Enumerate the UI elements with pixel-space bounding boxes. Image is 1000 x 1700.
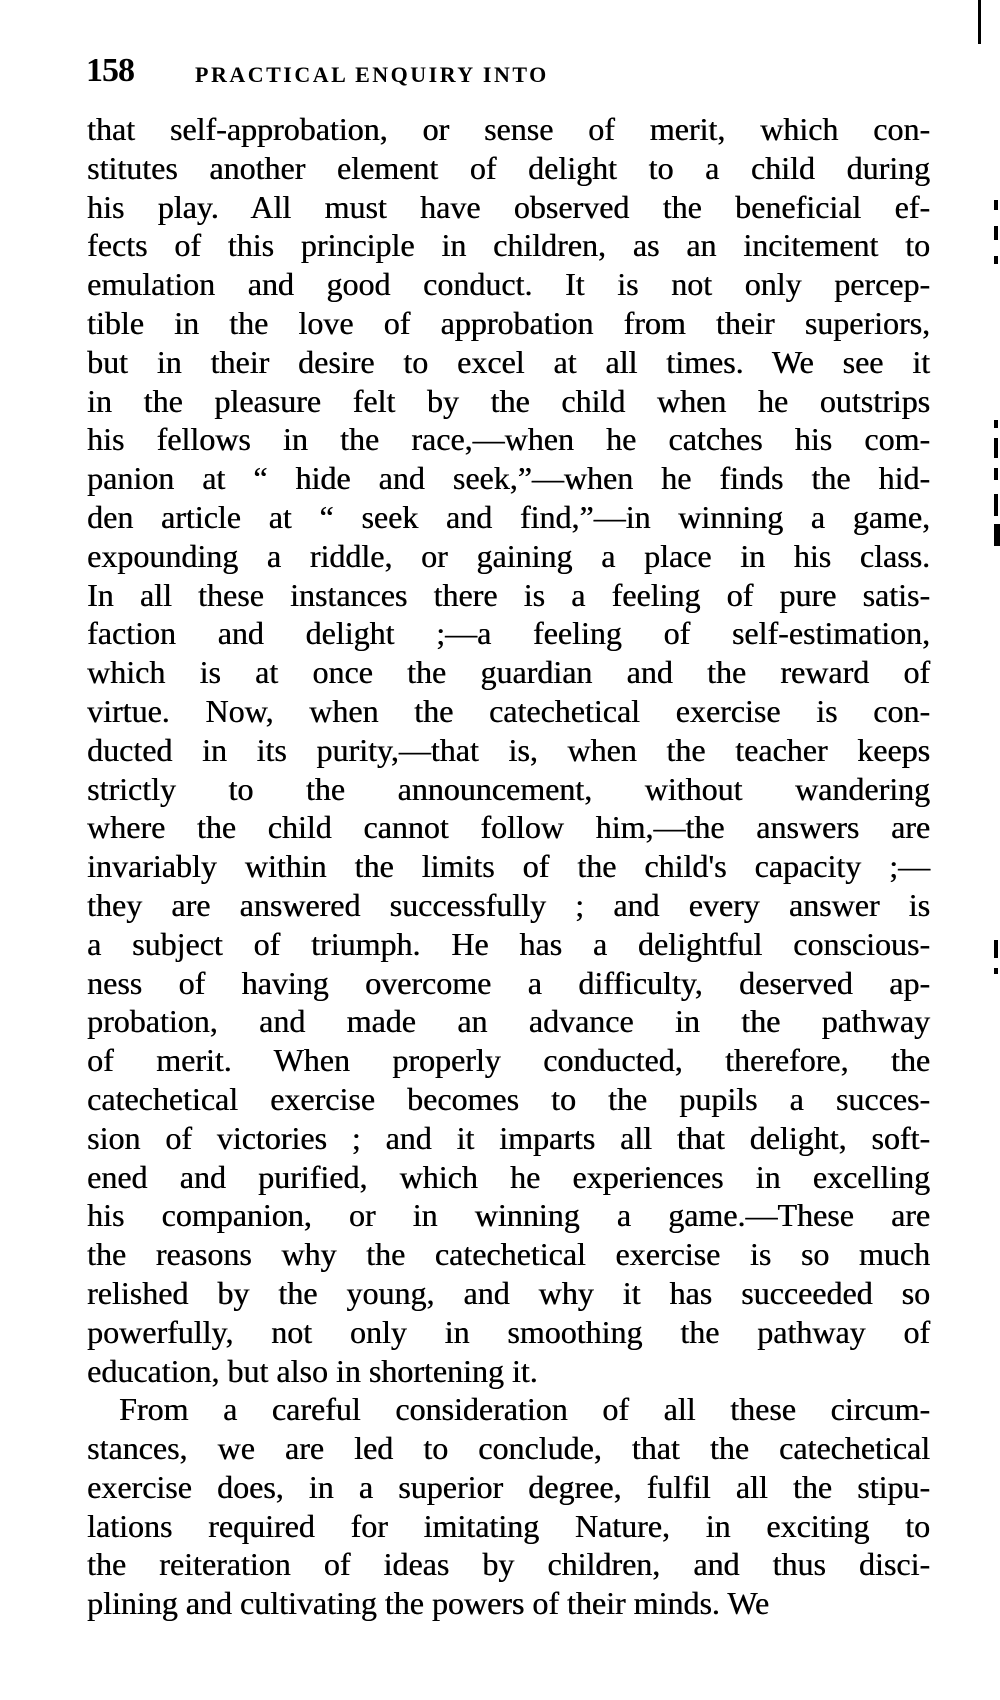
text-line: education, but also in shortening it. [87,1352,538,1389]
text-line: which is at once the guardian and the reward of [87,654,930,691]
text-line: probation, and made an advance in the pathway [87,1003,930,1040]
text-line: emulation and good conduct. It is not only percep- [87,266,930,303]
text-line: where the child cannot follow him,—the answers are [87,809,930,846]
text-line: but in their desire to excel at all times. We see it [87,343,930,380]
text-line: panion at “ hide and seek,”—when he finds the hid- [87,460,930,497]
page-number: 158 [86,52,134,89]
text-line: they are answered successfully ; and every answer is [87,886,930,923]
text-line: ness of having overcome a difficulty, deserved ap- [87,964,930,1001]
text-line: faction and delight ;—a feeling of self-estimation, [87,615,930,652]
text-line: stitutes another element of delight to a child during [87,149,930,186]
text-line: invariably within the limits of the child's capacity ;— [87,848,930,885]
text-line: a subject of triumph. He has a delightful conscious- [87,925,930,962]
text-line: the reasons why the catechetical exercise is so much [87,1236,930,1273]
text-line: tible in the love of approbation from their superiors, [87,304,930,341]
text-line: lations required for imitating Nature, in exciting to [87,1507,930,1544]
text-line: fects of this principle in children, as an incitement to [87,227,930,264]
running-title: PRACTICAL ENQUIRY INTO [195,62,549,87]
text-line: his fellows in the race,—when he catches his com- [87,421,930,458]
text-line: in the pleasure felt by the child when he outstrips [87,382,930,419]
text-line: that self-approbation, or sense of merit, which con- [87,111,930,147]
text-line: den article at “ seek and find,”—in winning a game, [87,498,930,535]
text-line: catechetical exercise becomes to the pupils a succes- [87,1080,930,1117]
text-line: strictly to the announcement, without wandering [87,770,930,807]
text-line: In all these instances there is a feeling of pure satis- [87,576,930,613]
text-line: the reiteration of ideas by children, and thus disci- [87,1546,930,1583]
text-line: powerfully, not only in smoothing the pathway of [87,1313,930,1350]
text-line: of merit. When properly conducted, therefore, the [87,1042,930,1079]
text-line: his companion, or in winning a game.—These are [87,1197,930,1234]
text-line: ened and purified, which he experiences in excelling [87,1158,930,1195]
text-line: relished by the young, and why it has succeeded so [87,1274,930,1311]
text-line: expounding a riddle, or gaining a place in his class. [87,537,930,574]
page-body-text [87,110,930,1623]
text-line: ducted in its purity,—that is, when the teacher keeps [87,731,930,768]
text-line: his play. All must have observed the beneficial ef- [87,188,930,225]
text-line: virtue. Now, when the catechetical exercise is con- [87,692,930,729]
text-line: sion of victories ; and it imparts all that delight, soft- [87,1119,930,1156]
text-line: plining and cultivating the powers of their minds. We [87,1585,770,1622]
page-header [86,52,746,96]
text-line: stances, we are led to conclude, that the catechetical [87,1430,930,1467]
text-line: exercise does, in a superior degree, fulfil all the stipu- [87,1468,930,1505]
text-line: From a careful consideration of all these circum- [119,1391,930,1428]
